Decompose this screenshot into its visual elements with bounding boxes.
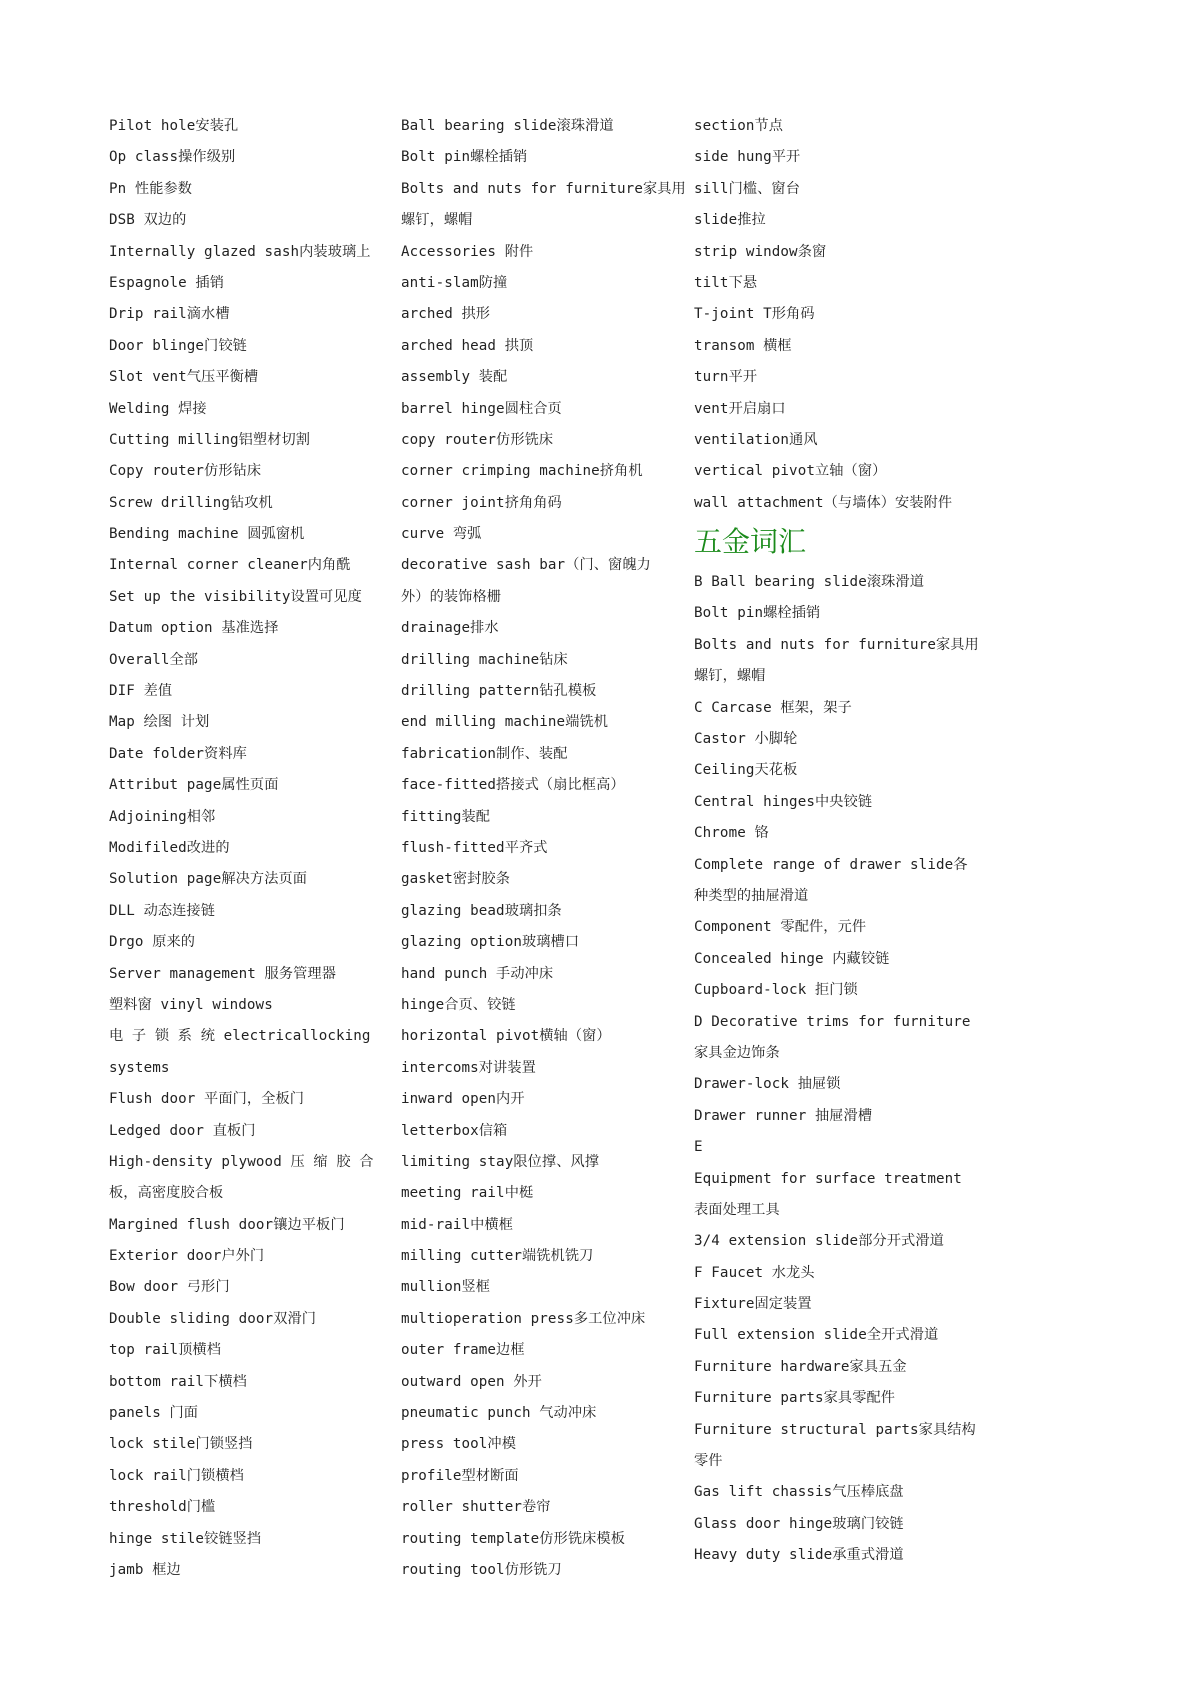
glossary-line: Gas lift chassis气压棒底盘 [694,1484,904,1501]
column-3-top [694,111,994,519]
glossary-line: Op class操作级别 [109,149,236,166]
glossary-line: profile型材断面 [401,1467,519,1484]
glossary-line: lock rail门锁横档 [109,1467,244,1484]
glossary-line: Concealed hinge 内藏铰链 [694,950,890,967]
glossary-line: jamb 框边 [109,1561,181,1578]
glossary-line: flush-fitted平齐式 [401,839,548,856]
glossary-line: press tool冲模 [401,1436,516,1453]
glossary-line: end milling machine端铣机 [401,714,609,731]
glossary-line: Attribut page属性页面 [109,777,279,794]
glossary-line: Chrome 铬 [694,825,769,842]
glossary-line: curve 弯弧 [401,526,482,543]
glossary-line: horizontal pivot横轴（窗） [401,1028,611,1045]
glossary-line: vertical pivot立轴（窗） [694,463,887,480]
glossary-line: C Carcase 框架，架子 [694,699,852,716]
glossary-line: hinge stile铰链竖挡 [109,1530,262,1547]
glossary-line: bottom rail下横档 [109,1373,247,1390]
glossary-line: systems [109,1059,170,1076]
glossary-line: 螺钉，螺帽 [401,212,473,229]
glossary-line: Ledged door 直板门 [109,1122,256,1139]
glossary-line: top rail顶横档 [109,1342,221,1359]
glossary-line: F Faucet 水龙头 [694,1264,815,1281]
glossary-line: Bolt pin螺栓插销 [401,149,528,166]
glossary-line: Margined flush door镶边平板门 [109,1216,345,1233]
glossary-line: mid-rail中横框 [401,1216,513,1233]
glossary-line: Slot vent气压平衡槽 [109,369,259,386]
glossary-line: Drawer runner 抽屉滑槽 [694,1107,873,1124]
glossary-line: outward open 外开 [401,1373,542,1390]
column-3 [694,111,994,1572]
glossary-line: roller shutter卷帘 [401,1499,551,1516]
glossary-line: barrel hinge圆柱合页 [401,400,562,417]
glossary-line: milling cutter端铣机铣刀 [401,1248,594,1265]
glossary-line: decorative sash bar（门、窗魄力 [401,557,651,574]
glossary-line: arched 拱形 [401,306,491,323]
glossary-line: Accessories 附件 [401,243,534,260]
glossary-line: copy router仿形铣床 [401,431,554,448]
glossary-line: E [694,1139,703,1156]
glossary-line: side hung平开 [694,149,801,166]
glossary-line: intercoms对讲装置 [401,1059,536,1076]
glossary-line: Pn 性能参数 [109,180,193,197]
glossary-line: hand punch 手动冲床 [401,965,554,982]
glossary-line: Espagnole 插销 [109,274,224,291]
glossary-line: turn平开 [694,369,758,386]
glossary-line: Glass door hinge玻璃门铰链 [694,1515,904,1532]
glossary-line: routing template仿形铣床模板 [401,1530,625,1547]
glossary-line: 板，高密度胶合板 [109,1185,224,1202]
glossary-line: mullion竖框 [401,1279,491,1296]
glossary-line: Map 绘图 计划 [109,714,210,731]
glossary-line: Welding 焊接 [109,400,207,417]
glossary-line: Central hinges中央铰链 [694,793,873,810]
glossary-line: wall attachment（与墙体）安装附件 [694,494,953,511]
glossary-line: slide推拉 [694,212,766,229]
glossary-line: pneumatic punch 气动冲床 [401,1405,597,1422]
glossary-line: 螺钉，螺帽 [694,668,766,685]
glossary-line: Server management 服务管理器 [109,965,336,982]
glossary-line: drilling pattern钻孔模板 [401,683,597,700]
glossary-line: Screw drilling钻攻机 [109,494,273,511]
glossary-line: Drip rail滴水槽 [109,306,230,323]
glossary-line: Set up the visibility设置可见度 [109,588,362,605]
column-1 [109,111,389,1586]
glossary-line: Double sliding door双滑门 [109,1310,317,1327]
glossary-line: routing tool仿形铣刀 [401,1561,562,1578]
glossary-line: Drawer-lock 抽屉锁 [694,1076,841,1093]
glossary-line: DIF 差值 [109,683,173,700]
glossary-line: drainage排水 [401,620,499,637]
glossary-line: anti-slam防撞 [401,274,508,291]
glossary-line: Pilot hole安装孔 [109,118,239,134]
glossary-line: DLL 动态连接链 [109,902,216,919]
glossary-line: 塑料窗 vinyl windows [109,996,273,1013]
glossary-line: arched head 拱顶 [401,337,534,354]
glossary-line: 零件 [694,1453,723,1470]
column-3-bottom [694,567,994,1572]
glossary-line: Cupboard-lock 拒门锁 [694,982,858,999]
glossary-line: face-fitted搭接式（扇比框高） [401,777,625,794]
glossary-line: strip window条窗 [694,243,827,260]
glossary-line: Door blinge门铰链 [109,337,247,354]
glossary-line: Overall全部 [109,651,199,668]
glossary-line: fitting装配 [401,808,491,825]
glossary-line: Castor 小脚轮 [694,731,798,748]
glossary-line: Internal corner cleaner内角酰 [109,557,351,574]
glossary-line: transom 横框 [694,337,792,354]
glossary-line: 外）的装饰格栅 [401,588,502,605]
glossary-line: Furniture parts家具零配件 [694,1390,896,1407]
glossary-line: section节点 [694,118,784,134]
glossary-line: Exterior door户外门 [109,1248,265,1265]
glossary-line: Full extension slide全开式滑道 [694,1327,939,1344]
glossary-line: letterbox信箱 [401,1122,508,1139]
glossary-line: assembly 装配 [401,369,508,386]
glossary-line: glazing option玻璃槽口 [401,934,580,951]
glossary-line: Furniture structural parts家具结构 [694,1421,976,1438]
glossary-line: Ball bearing slide滚珠滑道 [401,118,614,134]
glossary-line: vent开启扇口 [694,400,786,417]
glossary-line: DSB 双边的 [109,212,187,229]
glossary-line: Flush door 平面门，全板门 [109,1091,305,1108]
glossary-line: fabrication制作、装配 [401,745,568,762]
glossary-line: 种类型的抽屉滑道 [694,887,809,904]
glossary-line: lock stile门锁竖挡 [109,1436,253,1453]
glossary-line: corner joint挤角角码 [401,494,562,511]
glossary-line: ventilation通风 [694,431,818,448]
glossary-line: Bolts and nuts for furniture家具用 [694,636,979,653]
glossary-line: threshold门槛 [109,1499,216,1516]
glossary-line: corner crimping machine挤角机 [401,463,643,480]
glossary-line: 表面处理工具 [694,1201,780,1218]
glossary-line: panels 门面 [109,1405,199,1422]
glossary-line: Drgo 原来的 [109,934,196,951]
glossary-line: Component 零配件，元件 [694,919,867,936]
column-2 [401,111,686,1586]
glossary-line: outer frame边框 [401,1342,525,1359]
glossary-line: Internally glazed sash内装玻璃上 [109,243,371,260]
glossary-line: 3/4 extension slide部分开式滑道 [694,1233,944,1250]
glossary-line: Heavy duty slide承重式滑道 [694,1547,904,1564]
glossary-line: glazing bead玻璃扣条 [401,902,562,919]
glossary-line: Copy router仿形钻床 [109,463,262,480]
glossary-line: Datum option 基准选择 [109,620,279,637]
glossary-line: Equipment for surface treatment [694,1170,962,1187]
glossary-line: 电 子 锁 系 统 electricallocking [109,1028,371,1045]
glossary-line: limiting stay限位撑、风撑 [401,1153,600,1170]
glossary-line: Date folder资料库 [109,745,247,762]
glossary-line: Cutting milling铝塑材切割 [109,431,311,448]
glossary-line: Modifiled改进的 [109,839,230,856]
glossary-line: multioperation press多工位冲床 [401,1310,646,1327]
glossary-line: Adjoining相邻 [109,808,216,825]
glossary-line: T-joint T形角码 [694,306,815,323]
glossary-line: hinge合页、铰链 [401,996,516,1013]
glossary-line: inward open内开 [401,1091,525,1108]
glossary-line: Bolt pin螺栓插销 [694,605,821,622]
glossary-line: Ceiling天花板 [694,762,798,779]
glossary-line: gasket密封胶条 [401,871,510,888]
glossary-line: High-density plywood 压 缩 胶 合 [109,1153,374,1170]
glossary-line: Fixture固定装置 [694,1296,812,1313]
glossary-line: meeting rail中梃 [401,1185,534,1202]
glossary-line: Bow door 弓形门 [109,1279,230,1296]
glossary-line: Bolts and nuts for furniture家具用 [401,180,686,197]
glossary-line: tilt下悬 [694,274,758,291]
glossary-line: Complete range of drawer slide各 [694,856,968,873]
glossary-line: Furniture hardware家具五金 [694,1358,907,1375]
glossary-line: Solution page解决方法页面 [109,871,308,888]
section-heading-hardware-vocabulary: 五金词汇 [694,525,807,559]
glossary-line: 家具金边饰条 [694,1044,780,1061]
glossary-line: D Decorative trims for furniture [694,1013,971,1030]
glossary-line: drilling machine钻床 [401,651,568,668]
glossary-line: Bending machine 圆弧窗机 [109,526,305,543]
glossary-line: sill门槛、窗台 [694,180,801,197]
glossary-line: B Ball bearing slide滚珠滑道 [694,574,924,591]
